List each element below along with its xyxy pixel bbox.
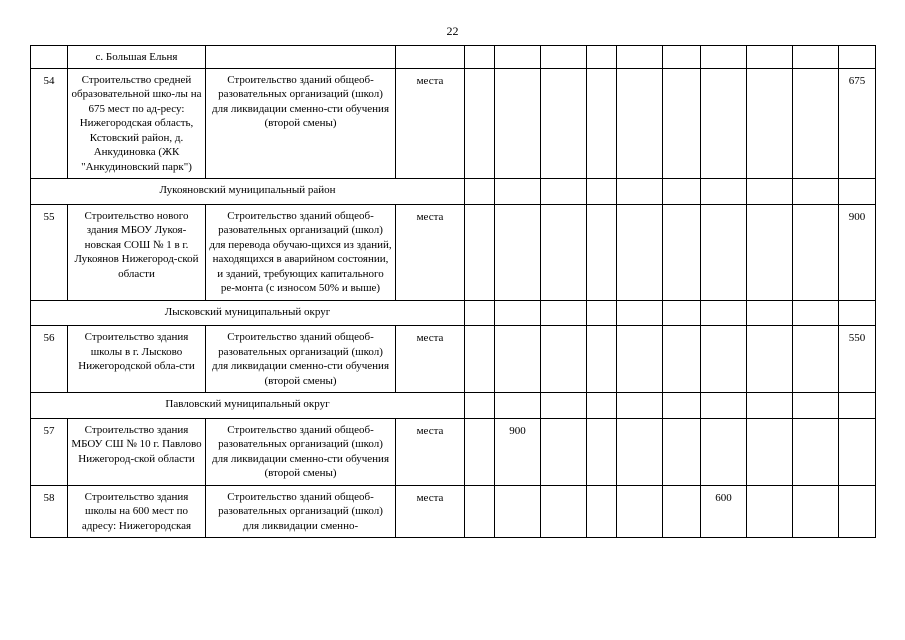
object-name: Строительство здания МБОУ СШ № 10 г. Павлово Нижегород-ской области [68, 418, 206, 485]
unit-cell: места [396, 68, 465, 179]
row-number: 54 [31, 68, 68, 179]
section-row [31, 300, 876, 326]
object-name: Строительство нового здания МБОУ Лукоя-новская СОШ № 1 в г. Лукоянов Нижегород-ской области [68, 204, 206, 300]
capacity-value: 900 [495, 418, 541, 485]
unit-cell: места [396, 326, 465, 393]
object-purpose: Строительство зданий общеоб-разовательных организаций (школ) для ликвидации сменно-сти обучения (второй смены) [206, 326, 396, 393]
table-row [31, 418, 876, 485]
table-row [31, 204, 876, 300]
table-row [31, 485, 876, 538]
capacity-value: 550 [839, 326, 876, 393]
object-name: Строительство здания школы в г. Лысково Нижегородской обла-сти [68, 326, 206, 393]
capacity-value: 600 [701, 485, 747, 538]
table-row [31, 46, 876, 69]
page-number: 22 [446, 24, 459, 38]
object-purpose: Строительство зданий общеоб-разовательных организаций (школ) для ликвидации сменно- [206, 485, 396, 538]
unit-cell: места [396, 485, 465, 538]
section-row [31, 393, 876, 419]
object-purpose: Строительство зданий общеоб-разовательных организаций (школ) для перевода обучаю-щихся из зданий, находящихся в аварийном состоянии, и зданий, требующих капитального ре-монта (с износом 50% и выше) [206, 204, 396, 300]
object-purpose: Строительство зданий общеоб-разовательных организаций (школ) для ликвидации сменно-сти обучения (второй смены) [206, 68, 396, 179]
object-purpose: Строительство зданий общеоб-разовательных организаций (школ) для ликвидации сменно-сти обучения (второй смены) [206, 418, 396, 485]
section-title: Лукояновский муниципальный район [31, 179, 465, 205]
section-row [31, 179, 876, 205]
object-name: Строительство средней образовательной шко-лы на 675 мест по ад-ресу: Нижегородская область, Кстовский район, д. Анкудиновка (ЖК "Анкудиновский парк") [68, 68, 206, 179]
row-number: 58 [31, 485, 68, 538]
table-row [31, 326, 876, 393]
program-table [30, 45, 876, 538]
unit-cell: места [396, 418, 465, 485]
section-title: Павловский муниципальный округ [31, 393, 465, 419]
unit-cell: места [396, 204, 465, 300]
capacity-value: 900 [839, 204, 876, 300]
locality-cell: с. Большая Ельня [68, 46, 206, 69]
table-row [31, 68, 876, 179]
row-number: 55 [31, 204, 68, 300]
object-name: Строительство здания школы на 600 мест по адресу: Нижегородская [68, 485, 206, 538]
capacity-value: 675 [839, 68, 876, 179]
section-title: Лысковский муниципальный округ [31, 300, 465, 326]
row-number: 56 [31, 326, 68, 393]
row-number: 57 [31, 418, 68, 485]
